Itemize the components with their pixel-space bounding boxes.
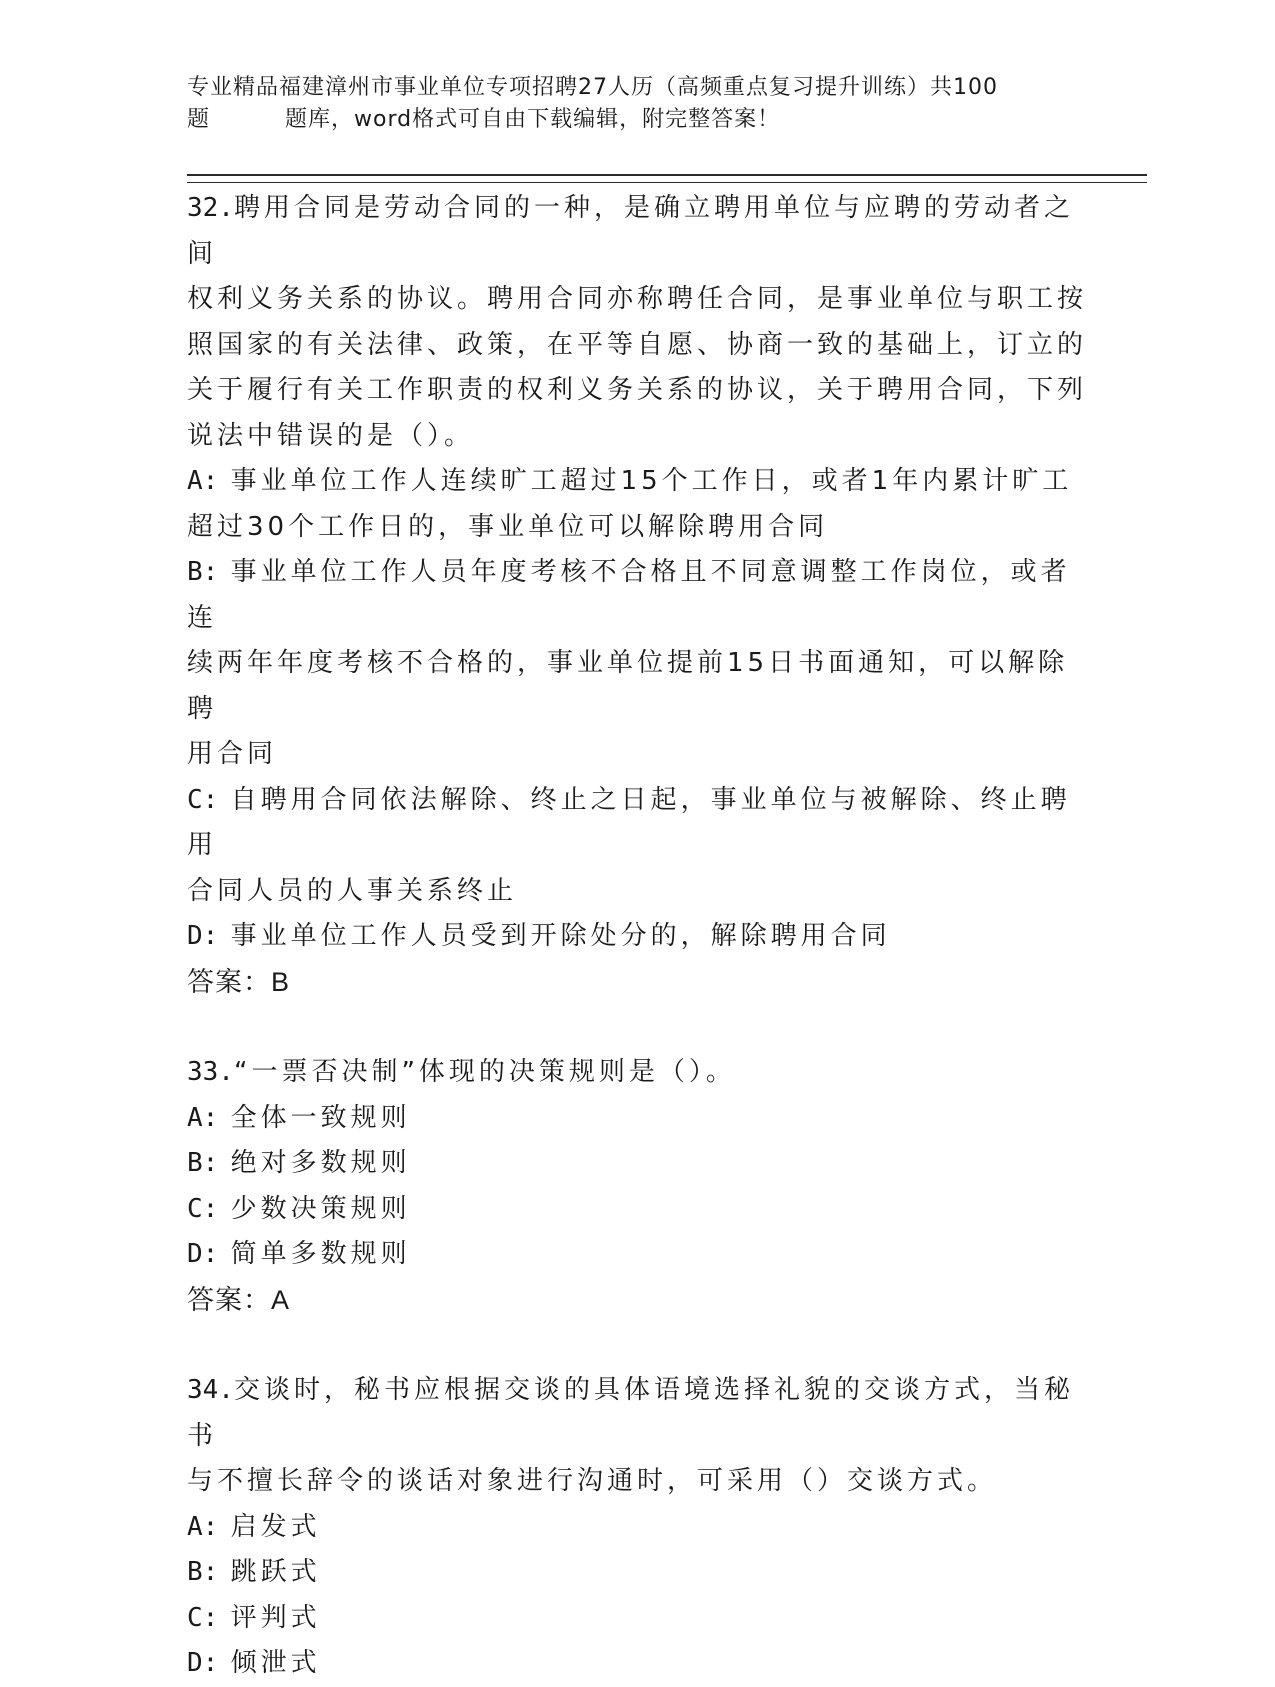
option-b-cont: 用合同: [187, 739, 278, 769]
option-a: A: 事业单位工作人连续旷工超过15个工作日，或者1年内累计旷工: [187, 466, 1073, 496]
header-divider: [187, 174, 1147, 183]
option-d: D: 倾泄式: [187, 1648, 321, 1678]
option-c: C: 自聘用合同依法解除、终止之日起，事业单位与被解除、终止聘用: [187, 784, 1071, 860]
option-label: D:: [187, 1239, 219, 1269]
option-label: C:: [187, 1602, 219, 1633]
option-d: D: 事业单位工作人员受到开除处分的，解除聘用合同: [187, 921, 891, 951]
question-stem-line: 34.交谈时，秘书应根据交谈的具体语境选择礼貌的交谈方式，当秘书: [187, 1375, 1074, 1451]
question-number: 33.: [187, 1057, 234, 1087]
spacer: [187, 1323, 1087, 1368]
question-32: [187, 186, 1087, 1005]
option-label: B:: [187, 1557, 219, 1587]
option-b: B: 事业单位工作人员年度考核不合格且不同意调整工作岗位，或者连: [187, 557, 1071, 633]
option-label: A:: [187, 1511, 219, 1542]
question-number: 32.: [187, 193, 234, 223]
spacer: [187, 1005, 1087, 1050]
option-a: A: 启发式: [187, 1511, 321, 1542]
option-label: A:: [187, 1102, 219, 1133]
option-c: C: 少数决策规则: [187, 1193, 411, 1224]
question-stem-line: 33.“一票否决制”体现的决策规则是（）。: [187, 1057, 736, 1087]
option-label: D:: [187, 1648, 219, 1678]
question-33: [187, 1050, 1087, 1323]
page-header: [187, 72, 1067, 136]
question-34: [187, 1368, 1087, 1687]
question-stem-line: 照国家的有关法律、政策，在平等自愿、协商一致的基础上，订立的: [187, 329, 1088, 360]
header-title-line1: 专业精品福建漳州市事业单位专项招聘27人历（高频重点复习提升训练）共100: [187, 75, 998, 100]
option-label: D:: [187, 921, 219, 951]
option-b: B: 绝对多数规则: [187, 1148, 411, 1178]
header-title-line2: [187, 104, 1067, 136]
option-label: B:: [187, 1148, 219, 1178]
option-label: A:: [187, 466, 219, 496]
header-line2-text: 题库，word格式可自由下载编辑，附完整答案！: [285, 107, 781, 132]
option-label: C:: [187, 1193, 219, 1224]
option-label: B:: [187, 557, 219, 587]
question-stem-line: 与不擅长辞令的谈话对象进行沟通时，可采用（）交谈方式。: [187, 1466, 998, 1496]
option-a: A: 全体一致规则: [187, 1102, 411, 1133]
option-c: C: 评判式: [187, 1602, 321, 1633]
question-stem-line: 说法中错误的是（）。: [187, 420, 475, 451]
option-b-cont: 续两年年度考核不合格的，事业单位提前15日书面通知，可以解除聘: [187, 648, 1069, 724]
question-stem-line: 关于履行有关工作职责的权利义务关系的协议，关于聘用合同，下列: [187, 375, 1088, 405]
question-list: [187, 186, 1087, 1687]
option-d: D: 简单多数规则: [187, 1239, 411, 1269]
question-stem-line: 权利义务关系的协议。聘用合同亦称聘任合同，是事业单位与职工按: [187, 284, 1088, 314]
option-a-cont: 超过30个工作日的，事业单位可以解除聘用合同: [187, 511, 829, 542]
option-b: B: 跳跃式: [187, 1557, 321, 1587]
answer: 答案：A: [187, 1284, 291, 1315]
option-c-cont: 合同人员的人事关系终止: [187, 875, 518, 906]
question-stem-line: 32.聘用合同是劳动合同的一种，是确立聘用单位与应聘的劳动者之间: [187, 193, 1074, 269]
header-line2-prefix: 题: [187, 107, 211, 132]
answer: 答案：B: [187, 966, 291, 997]
option-label: C:: [187, 784, 219, 815]
question-number: 34.: [187, 1375, 234, 1405]
